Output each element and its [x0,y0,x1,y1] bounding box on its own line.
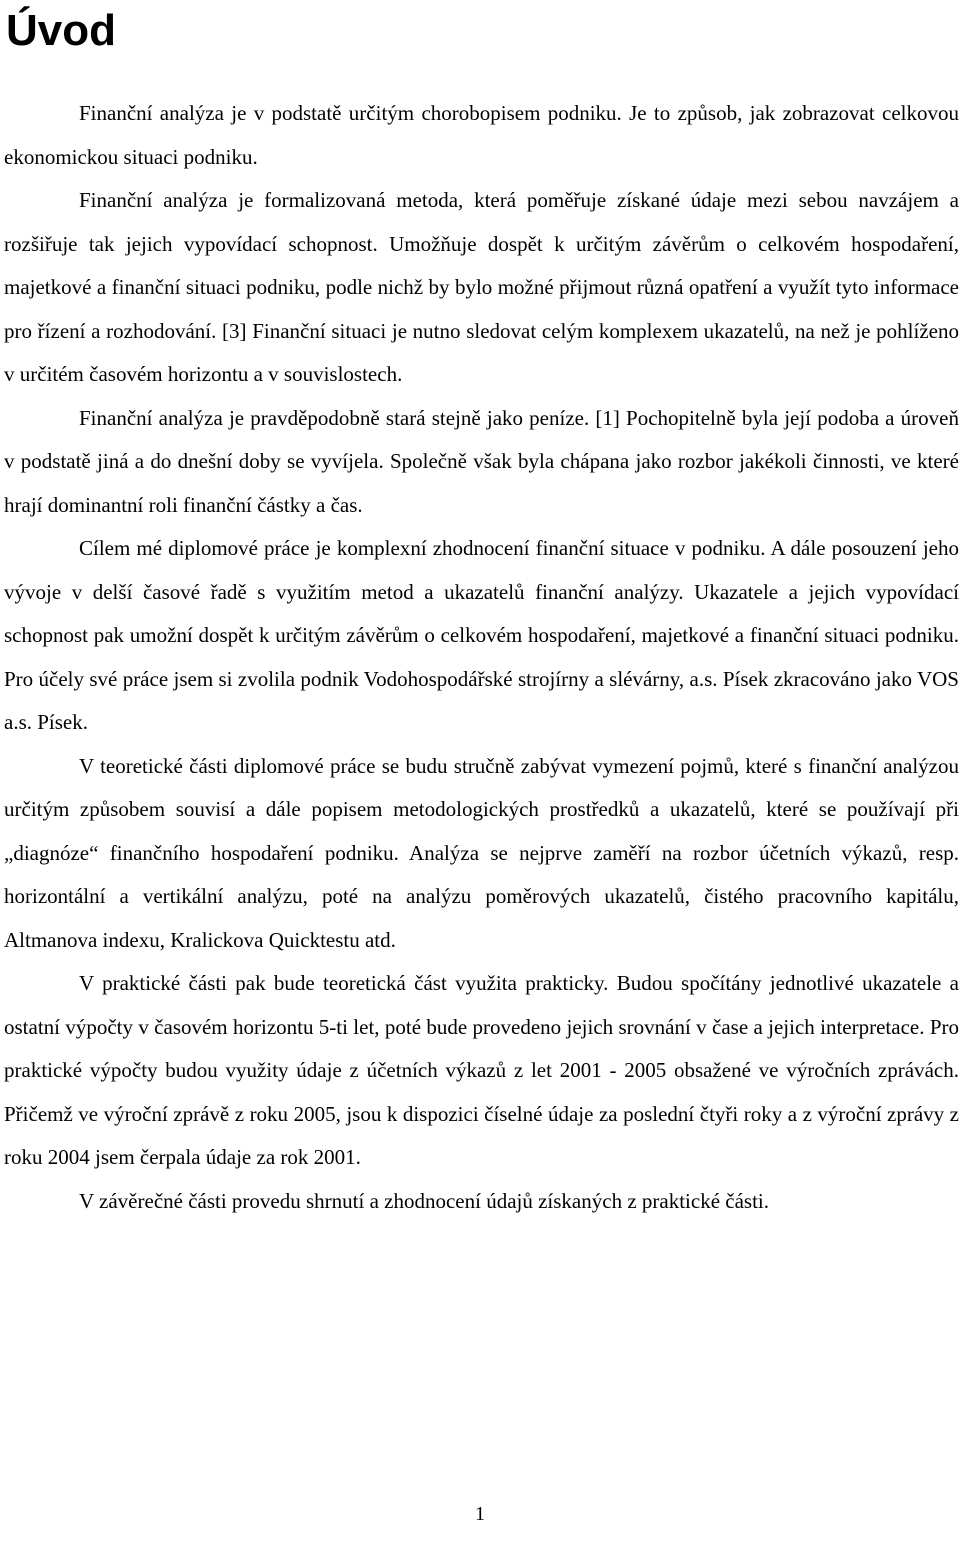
paragraph-intro: Finanční analýza je v podstatě určitým chorobopisem podniku. Je to způsob, jak zobrazovat celkovou ekonomickou situaci podniku. [4,101,959,169]
paragraph-goal: Cílem mé diplomové práce je komplexní zhodnocení finanční situace v podniku. A dále posouzení jeho vývoje v delší časové řadě s využitím metod a ukazatelů finanční analýzy. Ukazatele a jejich vypovídací schopnost pak umožní dospět k určitým závěrům o celkovém hospodaření, majetkové a finanční situaci podniku. Pro účely své práce jsem si zvolila podnik Vodohospodářské strojírny a slévárny, a.s. Písek zkracováno jako VOS a.s. Písek. [4,536,959,734]
page-number: 1 [475,1503,485,1525]
paragraph-conclusion: V závěrečné části provedu shrnutí a zhodnocení údajů získaných z praktické části. [79,1188,770,1213]
body-text [4,92,959,1223]
paragraph-history: Finanční analýza je pravděpodobně stará stejně jako peníze. [1] Pochopitelně byla její podoba a úroveň v podstatě jiná a do dnešní doby se vyvíjela. Společně však byla chápana jako rozbor jakékoli činnosti, ve které hrají dominantní roli finanční částky a čas. [4,405,959,517]
paragraph-practice: V praktické části pak bude teoretická část využita prakticky. Budou spočítány jednotlivé ukazatele a ostatní výpočty v časovém horizontu 5-ti let, poté bude provedeno jejich srovnání v čase a jejich interpretace. Pro praktické výpočty budou využity údaje z účetních výkazů z let 2001 - 2005 obsažené ve výročních zprávách. Přičemž ve výroční zprávě z roku 2005, jsou k dispozici číselné údaje za poslední čtyři roky a z výroční zprávy z roku 2004 jsem čerpala údaje za rok 2001. [4,971,959,1169]
paragraph-theory: V teoretické části diplomové práce se budu stručně zabývat vymezení pojmů, které s finanční analýzou určitým způsobem souvisí a dále popisem metodologických prostředků a ukazatelů, které se používají při „diagnóze“ finančního hospodaření podniku. Analýza se nejprve zaměří na rozbor účetních výkazů, resp. horizontální a vertikální analýzu, poté na analýzu poměrových ukazatelů, čistého pracovního kapitálu, Altmanova indexu, Kralickova Quicktestu atd. [4,753,959,952]
paragraph-method: Finanční analýza je formalizovaná metoda, která poměřuje získané údaje mezi sebou navzájem a rozšiřuje tak jejich vypovídací schopnost. Umožňuje dospět k určitým závěrům o celkovém hospodaření, majetkové a finanční situaci podniku, podle nichž by bylo možné přijmout různá opatření a využít tyto informace pro řízení a rozhodování. [3] Finanční situaci je nutno sledovat celým komplexem ukazatelů, na než je pohlíženo v určitém časovém horizontu a v souvislostech. [4,188,959,386]
page-title: Úvod [6,6,116,55]
